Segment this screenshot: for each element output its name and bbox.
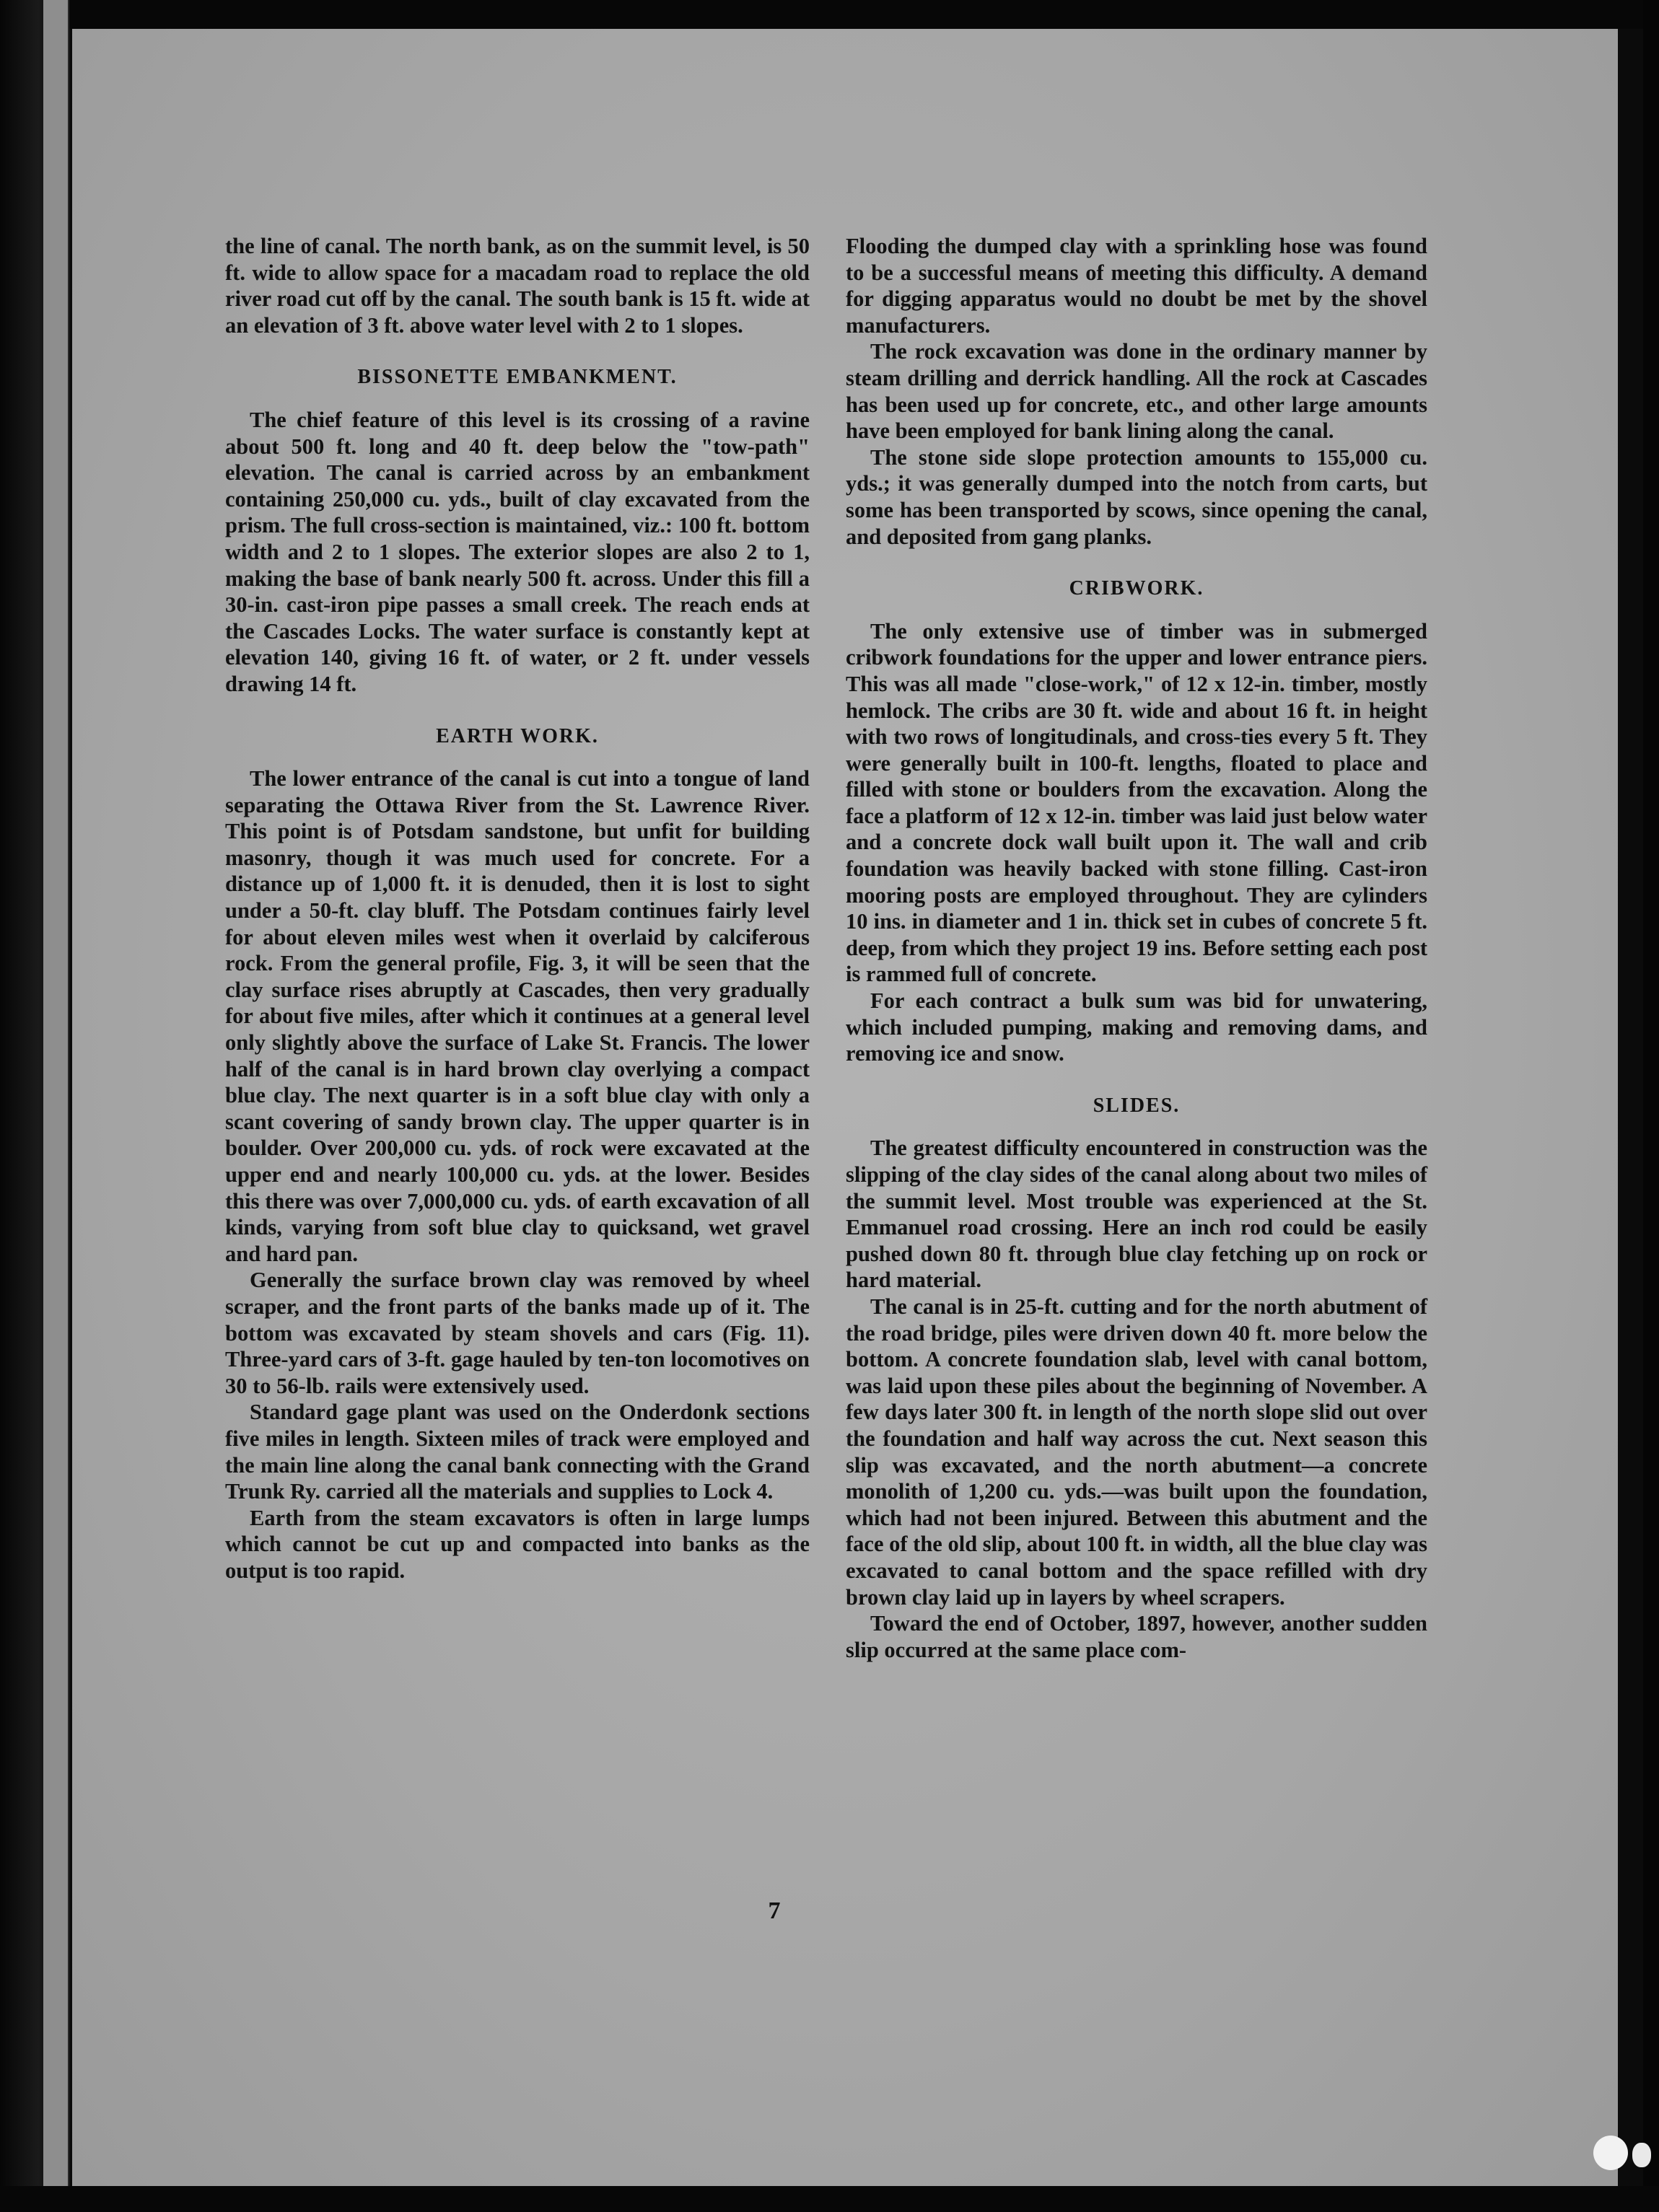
paragraph: The only extensive use of timber was in submerged cribwork foundations for the upper and lower entrance piers. This was all made "close-work," of 12 x 12-in. timber, mostly hemlock. The cribs are 30 ft. wide and about 16 ft. in height with two rows of longitudinals, and cross-ties every 5 ft. They were generally built in 100-ft. lengths, floated to place and filled with stone or boulders from the excavation. Along the face a platform of 12 x 12-in. timber was laid just below water and a concrete dock wall built upon it. The wall and crib foundation was heavily backed with stone filling. Cast-iron mooring posts are employed throughout. They are cylinders 10 ins. in diameter and 1 in. thick set in cubes of concrete 5 ft. deep, from which they project 19 ins. Before setting each post is rammed full of concrete. — [846, 618, 1427, 987]
section-heading: EARTH WORK. — [436, 724, 599, 747]
paragraph: The canal is in 25-ft. cutting and for the north abutment of the road bridge, piles were driven down 40 ft. more below the bottom. A concrete foundation slab, level with canal bottom, was laid upon these piles about the beginning of November. A few days later 300 ft. in length of the north slope slid out over the foundation and half way across the cut. Next season this slip was excavated, and the north abutment—a concrete monolith of 1,200 cu. yds.—was built upon the foundation, which had not been injured. Between this abutment and the face of the old slip, about 100 ft. in width, all the blue clay was excavated to canal bottom and the space refilled with dry brown clay laid up in layers by wheel scrapers. — [846, 1294, 1427, 1610]
page-number: 7 — [768, 1897, 781, 1924]
paragraph: The stone side slope protection amounts to 155,000 cu. yds.; it was generally dumped into the notch from carts, but some has been transported by scows, since opening the canal, and deposited from gang planks. — [846, 444, 1427, 549]
scan-right-border — [1643, 0, 1659, 2212]
right-column — [846, 233, 1427, 1663]
paragraph: Earth from the steam excavators is often in large lumps which cannot be cut up and compacted into banks as the output is too rapid. — [225, 1505, 810, 1583]
paragraph: The rock excavation was done in the ordinary manner by steam drilling and derrick handling. All the rock at Cascades has been used up for concrete, etc., and other large amounts have been employed for bank lining along the canal. — [846, 339, 1427, 444]
scan-bottom-border — [0, 2186, 1659, 2212]
scan-top-border — [0, 0, 1659, 29]
scan-blemish — [1593, 2136, 1628, 2170]
paragraph: Standard gage plant was used on the Onderdonk sections five miles in length. Sixteen miles of track were employed and the main line along the canal bank connecting with the Grand Trunk Ry. carried all the materials and supplies to Lock 4. — [225, 1400, 810, 1504]
paragraph: The lower entrance of the canal is cut into a tongue of land separating the Ottawa River from the St. Lawrence River. This point is of Potsdam sandstone, but unfit for building masonry, though it was much used for concrete. For a distance up of 1,000 ft. it is denuded, then it is lost to sight under a 50-ft. clay bluff. The Potsdam continues fairly level for about eleven miles west when it overlaid by calciferous rock. From the general profile, Fig. 3, it will be seen that the clay surface rises abruptly at Cascades, then very gradually for about five miles, after which it continues at a general level only slightly above the surface of Lake St. Francis. The lower half of the canal is in hard brown clay overlying a compact blue clay. The next quarter is in a soft blue clay with only a scant covering of sandy brown clay. The upper quarter is in boulder. Over 200,000 cu. yds. of rock were excavated at the upper end and nearly 100,000 cu. yds. at the lower. Besides this there was over 7,000,000 cu. yds. of earth excavation of all kinds, varying from soft blue clay to quicksand, wet gravel and hard pan. — [225, 766, 810, 1266]
section-heading: SLIDES. — [1093, 1094, 1181, 1117]
section-heading: BISSONETTE EMBANKMENT. — [357, 366, 678, 389]
paragraph: Toward the end of October, 1897, however, another sudden slip occurred at the same place com- — [846, 1611, 1427, 1662]
scan-left-strip — [43, 0, 68, 2212]
paragraph: The greatest difficulty encountered in construction was the slipping of the clay sides of the canal along about two miles of the summit level. Most trouble was experienced at the St. Emmanuel road crossing. Here an inch rod could be easily pushed down 80 ft. through blue clay fetching up on rock or hard material. — [846, 1136, 1427, 1293]
paragraph: the line of canal. The north bank, as on the summit level, is 50 ft. wide to allow space for a macadam road to replace the old river road cut off by the canal. The south bank is 15 ft. wide at an elevation of 3 ft. above water level with 2 to 1 slopes. — [225, 234, 810, 338]
paragraph: Generally the surface brown clay was removed by wheel scraper, and the front parts of the banks made up of it. The bottom was excavated by steam shovels and cars (Fig. 11). Three-yard cars of 3-ft. gage hauled by ten-ton locomotives on 30 to 56-lb. rails were extensively used. — [225, 1268, 810, 1398]
scan-blemish-small — [1632, 2143, 1651, 2167]
left-column — [225, 233, 810, 1584]
paragraph: Flooding the dumped clay with a sprinkling hose was found to be a successful means of meeting this difficulty. A demand for digging apparatus would no doubt be met by the shovel manufacturers. — [846, 234, 1427, 338]
paragraph: For each contract a bulk sum was bid for unwatering, which included pumping, making and removing dams, and removing ice and snow. — [846, 988, 1427, 1066]
paragraph: The chief feature of this level is its crossing of a ravine about 500 ft. long and 40 ft. deep below the "tow-path" elevation. The canal is carried across by an embankment containing 250,000 cu. yds., built of clay excavated from the prism. The full cross-section is maintained, viz.: 100 ft. bottom width and 2 to 1 slopes. The exterior slopes are also 2 to 1, making the base of bank nearly 500 ft. across. Under this fill a 30-in. cast-iron pipe passes a small creek. The reach ends at the Cascades Locks. The water surface is constantly kept at elevation 140, giving 16 ft. of water, or 2 ft. under vessels drawing 14 ft. — [225, 407, 810, 696]
section-heading: CRIBWORK. — [1069, 577, 1204, 600]
